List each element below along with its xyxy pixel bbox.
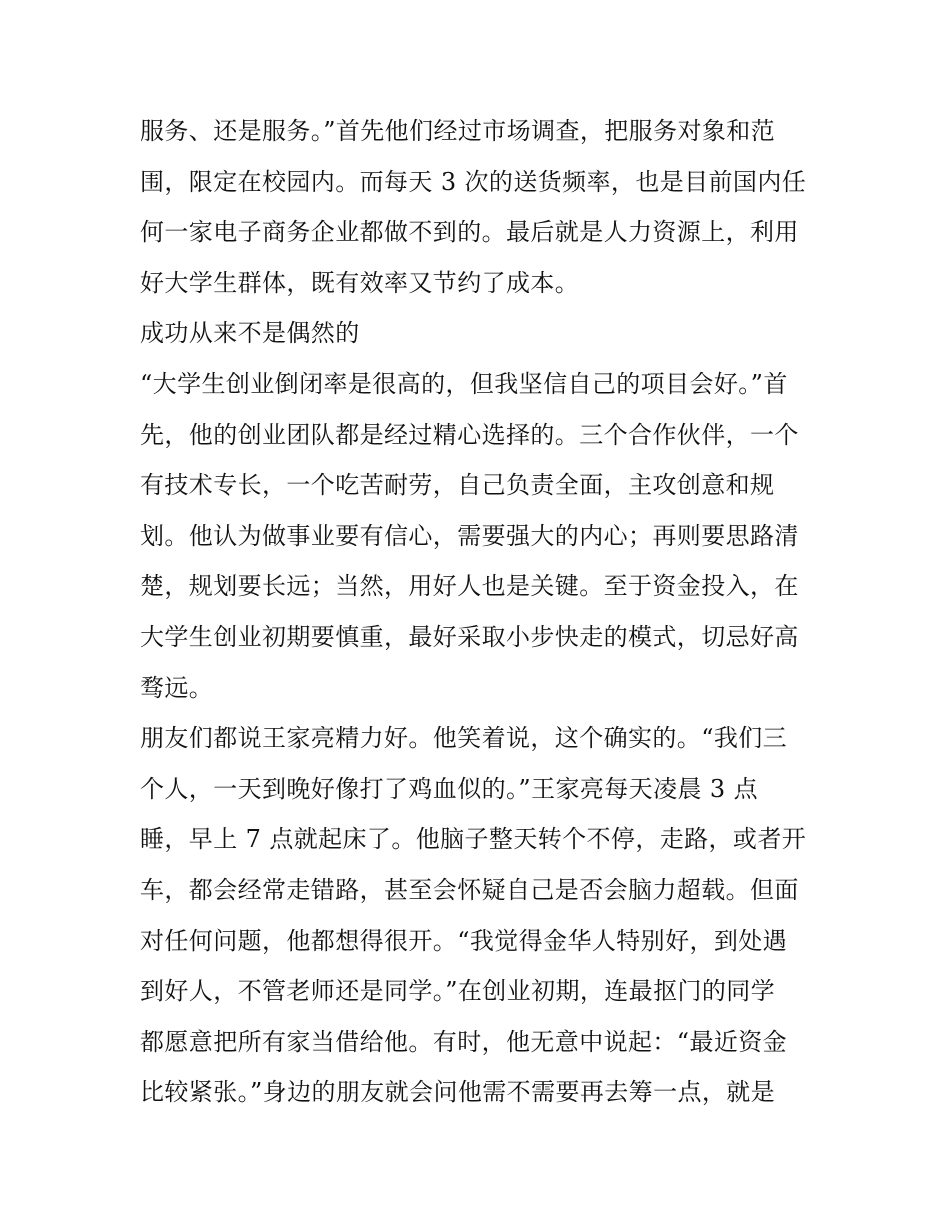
text-line: 个人，一天到晚好像打了鸡血似的。”王家亮每天凌晨 3 点 [140,774,758,803]
section-heading: 成功从来不是偶然的 [140,319,360,348]
text-line: 都愿意把所有家当借给他。有时，他无意中说起：“最近资金 [140,1027,788,1056]
text-line: “大学生创业倒闭率是很高的，但我坚信自己的项目会好。”首 [140,369,788,398]
text-line: 对任何问题，他都想得很开。“我觉得金华人特别好，到处遇 [140,926,788,955]
text-line: 大学生创业初期要慎重，最好采取小步快走的模式，切忌好高 [140,622,799,651]
text-line: 比较紧张。”身边的朋友就会问他需不需要再去筹一点，就是 [140,1078,776,1107]
text-line: 骛远。 [140,673,214,702]
text-line: 好大学生群体，既有效率又节约了成本。 [140,268,580,297]
text-line: 先，他的创业团队都是经过精心选择的。三个合作伙伴，一个 [140,420,799,449]
text-line: 睡，早上 7 点就起床了。他脑子整天转个不停，走路，或者开 [140,825,807,854]
text-line: 划。他认为做事业要有信心，需要强大的内心；再则要思路清 [140,521,799,550]
text-line: 何一家电子商务企业都做不到的。最后就是人力资源上，利用 [140,218,799,247]
text-line: 楚，规划要长远；当然，用好人也是关键。至于资金投入，在 [140,572,799,601]
text-line: 服务、还是服务。”首先他们经过市场调查，把服务对象和范 [140,117,776,145]
text-line: 到好人，不管老师还是同学。”在创业初期，连最抠门的同学 [140,977,776,1006]
text-line: 有技术专长，一个吃苦耐劳，自己负责全面，主攻创意和规 [140,471,775,500]
text-line: 朋友们都说王家亮精力好。他笑着说，这个确实的。“我们三 [140,724,788,753]
document-body [140,106,830,1118]
text-line: 车，都会经常走错路，甚至会怀疑自己是否会脑力超载。但面 [140,875,799,904]
text-line: 围，限定在校园内。而每天 3 次的送货频率，也是目前国内任 [140,167,807,196]
